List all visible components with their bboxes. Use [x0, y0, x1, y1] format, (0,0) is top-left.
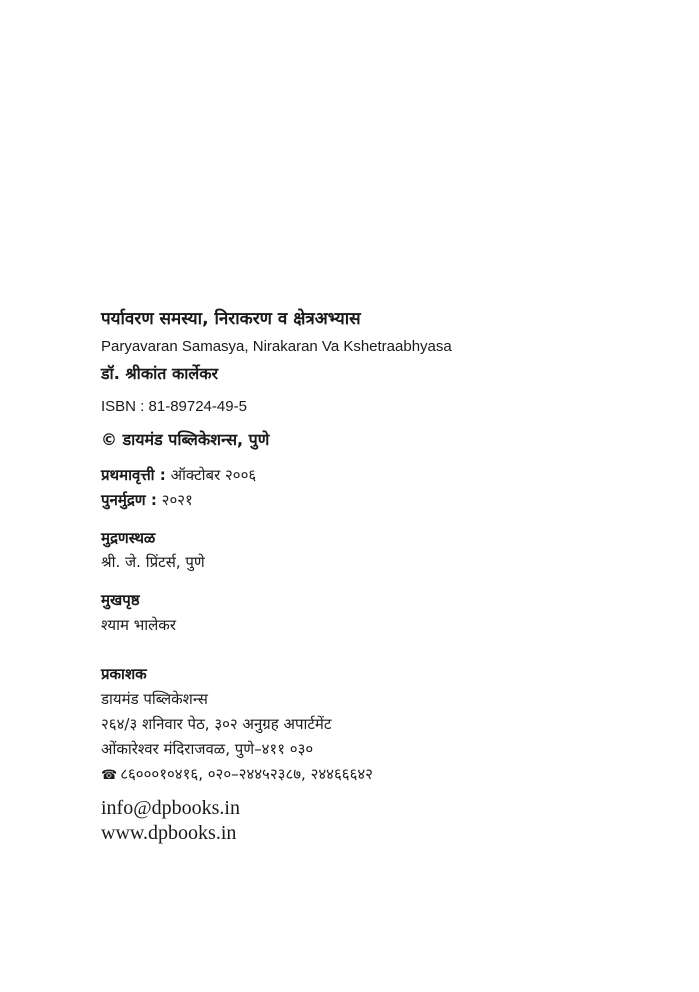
publisher-phones	[101, 767, 373, 782]
publisher-name: डायमंड पब्लिकेशन्स	[101, 690, 208, 708]
cover-artist: श्याम भालेकर	[101, 616, 176, 634]
publisher-heading: प्रकाशक	[101, 665, 147, 683]
publisher-address-line2: ओंकारेश्वर मंदिराजवळ, पुणे–४११ ०३०	[101, 740, 314, 758]
reprint-value: २०२१	[161, 491, 193, 509]
publisher-email[interactable]: info@dpbooks.in	[101, 797, 240, 819]
phone-numbers: ८६०००१०४१६, ०२०–२४४५२३८७, २४४६६६४२	[120, 765, 373, 783]
printer-heading: मुद्रणस्थळ	[101, 529, 156, 547]
telephone-icon: ☎	[101, 768, 118, 783]
reprint-label: पुनर्मुद्रण :	[101, 491, 157, 509]
first-edition-label: प्रथमावृत्ती :	[101, 466, 166, 484]
publisher-website[interactable]: www.dpbooks.in	[101, 822, 237, 844]
reprint	[101, 493, 193, 508]
book-title: पर्यावरण समस्या, निराकरण व क्षेत्रअभ्यास	[101, 309, 361, 329]
imprint-page	[101, 0, 661, 992]
first-edition-value: ऑक्टोबर २००६	[170, 466, 257, 484]
first-edition	[101, 468, 256, 483]
isbn: ISBN : 81-89724-49-5	[101, 398, 247, 415]
printer-name: श्री. जे. प्रिंटर्स, पुणे	[101, 553, 205, 571]
author-name: डॉ. श्रीकांत कार्लेकर	[101, 364, 219, 383]
publisher-address-line1: २६४/३ शनिवार पेठ, ३०२ अनुग्रह अपार्टमेंट	[101, 715, 332, 733]
book-title-transliteration: Paryavaran Samasya, Nirakaran Va Kshetraabhyasa	[101, 338, 452, 355]
cover-heading: मुखपृष्ठ	[101, 591, 140, 609]
copyright-notice: © डायमंड पब्लिकेशन्स, पुणे	[101, 430, 270, 449]
